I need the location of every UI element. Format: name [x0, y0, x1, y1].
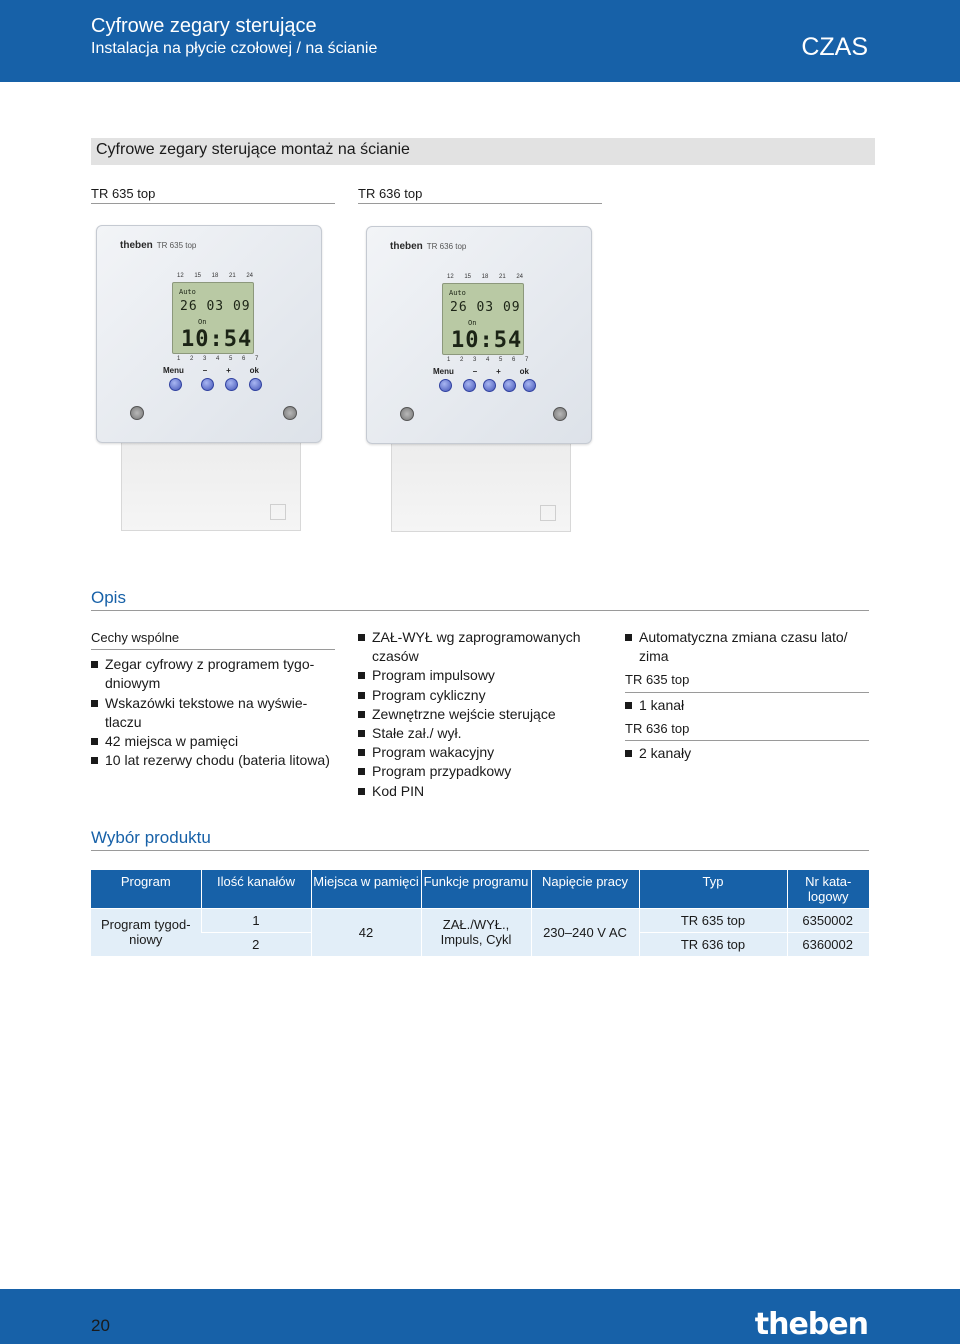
feature-item: Automatyczna zmiana czasu lato/ zima	[625, 628, 869, 666]
terminal-square-icon	[540, 505, 556, 521]
weekday-numbers: 1 2 3 4 5 6 7	[177, 356, 263, 362]
scale-tick: 18	[481, 274, 489, 280]
model-subheading-635: TR 635 top	[625, 670, 869, 692]
lcd-display	[442, 283, 524, 355]
device-brand	[390, 241, 466, 252]
program-cell: Program tygod- niowy	[91, 908, 201, 956]
lcd-on: On	[198, 318, 207, 326]
page-number: 20	[91, 1316, 110, 1335]
lcd-auto: Auto	[449, 289, 466, 297]
col-header: Miejsca w pamięci	[311, 870, 421, 908]
scale-tick: 21	[228, 273, 236, 279]
plus-label: +	[226, 366, 231, 375]
catalog-cell: 6350002	[787, 908, 869, 932]
lcd-display	[172, 282, 254, 354]
header-title: Cyfrowe zegary sterujące	[91, 15, 317, 37]
model-label-635: TR 635 top	[91, 186, 335, 204]
device-model: TR 635 top	[156, 241, 197, 250]
section-title-bar	[91, 138, 875, 165]
lcd-time: 10:54	[451, 328, 523, 353]
scale-tick: 12	[177, 273, 184, 279]
ok-label: ok	[519, 367, 529, 376]
hour-scale	[447, 274, 523, 280]
col-header: Funkcje programu	[421, 870, 531, 908]
table-row	[91, 908, 869, 932]
feature-item: Stałe zał./ wył.	[358, 724, 608, 743]
left-button-icon	[463, 379, 476, 392]
feature-item: 42 miejsca w pamięci	[91, 732, 335, 751]
col-header: Typ	[639, 870, 787, 908]
device-front	[96, 225, 322, 443]
feature-item: Program impulsowy	[358, 666, 608, 685]
weekday-numbers: 1 2 3 4 5 6 7	[447, 357, 533, 363]
screw-icon	[400, 407, 414, 421]
screw-icon	[283, 406, 297, 420]
device-base	[391, 436, 571, 532]
theben-logo: theben	[754, 1307, 868, 1342]
page-header	[0, 0, 960, 82]
type-cell: TR 636 top	[639, 932, 787, 956]
section-title: Cyfrowe zegary sterujące montaż na ścianie	[96, 141, 410, 158]
device-brand-name: theben	[120, 240, 153, 251]
col-header: Ilość kanałów	[201, 870, 311, 908]
model-label-636: TR 636 top	[358, 186, 602, 204]
menu-label: Menu	[433, 367, 454, 376]
col-header: Nr kata- logowy	[787, 870, 869, 908]
feature-item: Program wakacyjny	[358, 743, 608, 762]
scale-tick: 15	[194, 273, 202, 279]
terminal-square-icon	[270, 504, 286, 520]
lcd-date: 26 03 09	[450, 300, 521, 315]
menu-button-icon	[439, 379, 452, 392]
functions-cell: ZAŁ./WYŁ., Impuls, Cykl	[421, 908, 531, 956]
scale-tick: 24	[516, 274, 523, 280]
opis-column-1	[91, 628, 335, 770]
feature-item: Zegar cyfrowy z programem tygo- dniowym	[91, 655, 335, 693]
memory-cell: 42	[311, 908, 421, 956]
channels-cell: 1	[201, 908, 311, 932]
ok-button-icon	[249, 378, 262, 391]
product-table	[91, 870, 869, 956]
device-brand	[120, 240, 196, 251]
device-brand-name: theben	[390, 241, 423, 252]
scale-tick: 18	[211, 273, 219, 279]
button-labels	[433, 367, 529, 376]
plus-button-icon	[225, 378, 238, 391]
channel2-button-icon	[503, 379, 516, 392]
header-category: CZAS	[801, 33, 868, 61]
feature-item: 2 kanały	[625, 744, 869, 763]
page-footer	[0, 1289, 960, 1344]
screw-icon	[553, 407, 567, 421]
table-header-row	[91, 870, 869, 908]
left-button-icon	[201, 378, 214, 391]
screw-icon	[130, 406, 144, 420]
device-front	[366, 226, 592, 444]
minus-label: –	[472, 367, 478, 376]
col-header: Program	[91, 870, 201, 908]
feature-item: Zewnętrzne wejście sterujące	[358, 705, 608, 724]
ok-label: ok	[249, 366, 259, 375]
ok-button-icon	[523, 379, 536, 392]
catalog-cell: 6360002	[787, 932, 869, 956]
feature-item: ZAŁ-WYŁ wg zaprogramowanych czasów	[358, 628, 608, 666]
feature-item: Kod PIN	[358, 782, 608, 801]
channels-cell: 2	[201, 932, 311, 956]
minus-label: –	[202, 366, 208, 375]
opis-column-2	[358, 628, 608, 801]
device-model: TR 636 top	[426, 242, 467, 251]
scale-tick: 12	[447, 274, 454, 280]
menu-label: Menu	[163, 366, 184, 375]
lcd-date: 26 03 09	[180, 299, 251, 314]
feature-item: Wskazówki tekstowe na wyświe- tlaczu	[91, 694, 335, 732]
lcd-on: On	[468, 319, 477, 327]
feature-item: Program cykliczny	[358, 686, 608, 705]
scale-tick: 21	[498, 274, 506, 280]
plus-label: +	[496, 367, 501, 376]
voltage-cell: 230–240 V AC	[531, 908, 639, 956]
device-base	[121, 435, 301, 531]
scale-tick: 15	[464, 274, 472, 280]
header-subtitle: Instalacja na płycie czołowej / na ścianie	[91, 40, 378, 57]
type-cell: TR 635 top	[639, 908, 787, 932]
hour-scale	[177, 273, 253, 279]
feature-item: 1 kanał	[625, 696, 869, 715]
product-selection-heading: Wybór produktu	[91, 828, 869, 851]
common-features-heading: Cechy wspólne	[91, 628, 335, 650]
opis-column-3	[625, 628, 869, 763]
lcd-time: 10:54	[181, 327, 253, 352]
model-subheading-636: TR 636 top	[625, 719, 869, 741]
lcd-auto: Auto	[179, 288, 196, 296]
menu-button-icon	[169, 378, 182, 391]
col-header: Napięcie pracy	[531, 870, 639, 908]
feature-item: 10 lat rezerwy chodu (bateria litowa)	[91, 751, 335, 770]
opis-heading: Opis	[91, 588, 869, 611]
scale-tick: 24	[246, 273, 253, 279]
feature-item: Program przypadkowy	[358, 762, 608, 781]
channel1-button-icon	[483, 379, 496, 392]
button-labels	[163, 366, 259, 375]
